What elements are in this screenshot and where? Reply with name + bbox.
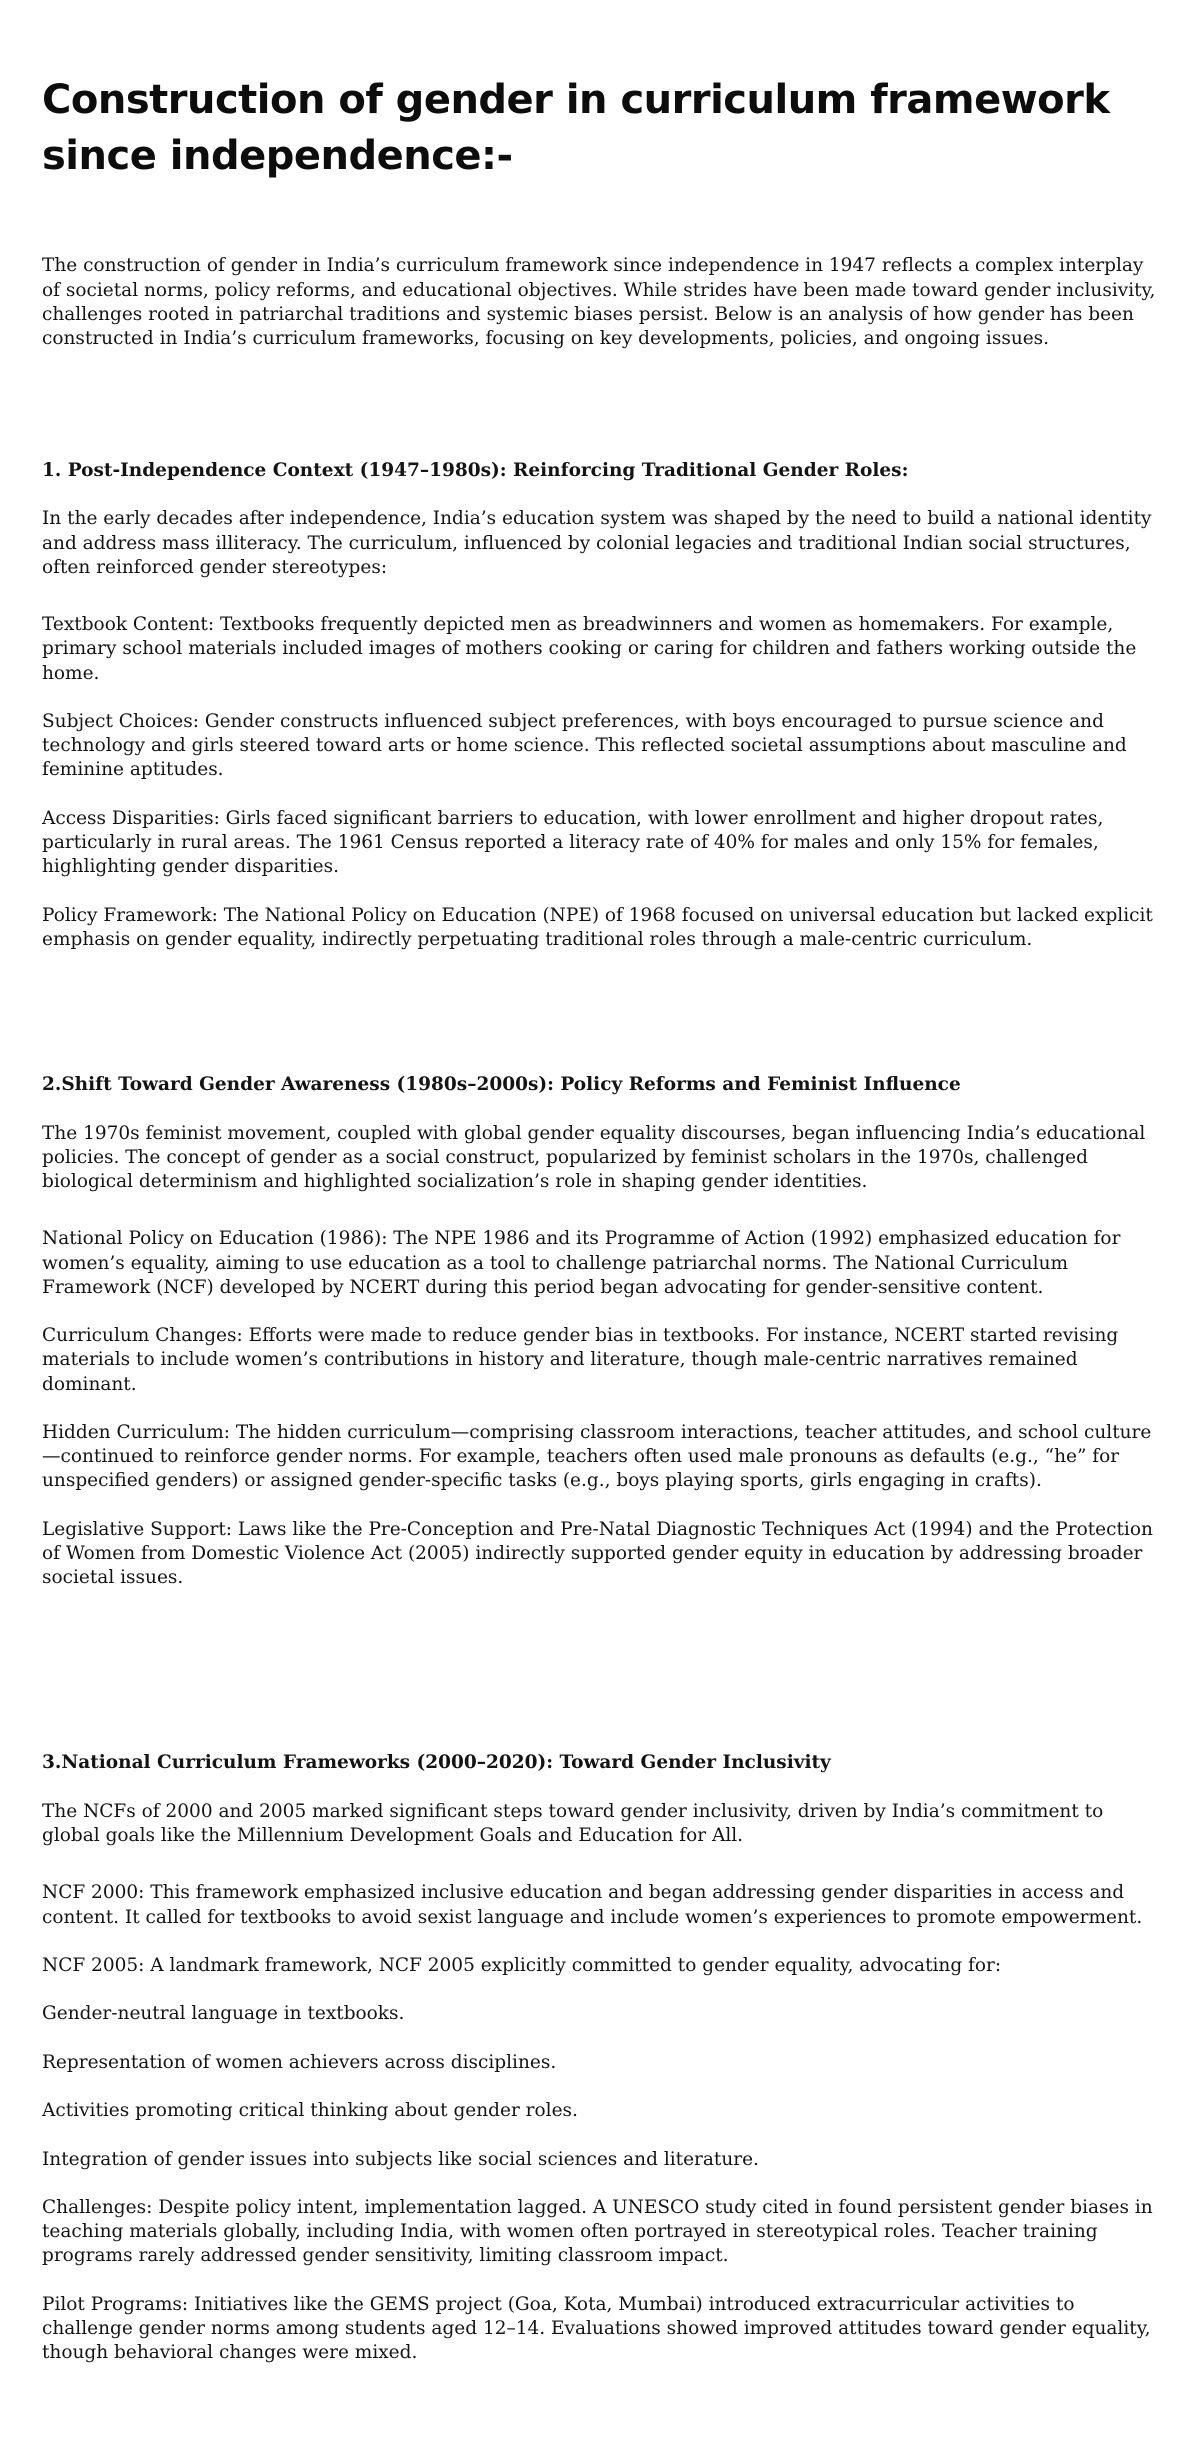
list-item: NCF 2000: This framework emphasized inclusive education and began addressing gender disparities in access and content. It called for textbooks to avoid sexist language and include women’s experiences to promote empowerment.	[42, 1882, 1143, 1928]
list-item: Activities promoting critical thinking about gender roles.	[42, 2100, 578, 2122]
list-item: Integration of gender issues into subjects like social sciences and literature.	[42, 2148, 759, 2170]
section-3	[42, 1687, 1160, 2389]
list-item: Policy Framework: The National Policy on Education (NPE) of 1968 focused on universal education but lacked explicit emphasis on gender equality, indirectly perpetuating traditional roles through a male-centric curriculum.	[42, 904, 1153, 950]
list-item: Textbook Content: Textbooks frequently depicted men as breadwinners and women as homemakers. For example, primary school materials included images of mothers cooking or caring for children and fathers working outside the home.	[42, 614, 1137, 684]
list-item: Gender-neutral language in textbooks.	[42, 2003, 405, 2025]
list-item: Curriculum Changes: Efforts were made to reduce gender bias in textbooks. For instance, NCERT started revising materials to include women’s contributions in history and literature, though male-centric narratives remained dominant.	[42, 1325, 1119, 1395]
list-item: Legislative Support: Laws like the Pre-Conception and Pre-Natal Diagnostic Techniques Act (1994) and the Protection of Women from Domestic Violence Act (2005) indirectly supported gender equity in education by addressing broader societal issues.	[42, 1518, 1153, 1589]
list-item: Challenges: Despite policy intent, implementation lagged. A UNESCO study cited in found persistent gender biases in teaching materials globally, including India, with women often portrayed in stereotypical roles. Teacher training programs rarely addressed gender sensitivity, limiting classroom impact.	[42, 2197, 1153, 2267]
section-lead: In the early decades after independence, India’s education system was shaped by the need to build a national identity and address mass illiteracy. The curriculum, influenced by colonial legacies and traditional Indian social structures, often reinforced gender stereotypes:	[42, 508, 1152, 578]
section-1	[42, 424, 1160, 976]
intro-paragraph: The construction of gender in India’s curriculum framework since independence in 1947 reflects a complex interplay of societal norms, policy reforms, and educational objectives. While strides have been made toward gender inclusivity, challenges rooted in patriarchal traditions and systemic biases persist. Below is an analysis of how gender has been constructed in India’s curriculum frameworks, focusing on key developments, policies, and ongoing issues.	[42, 255, 1156, 350]
list-item: Subject Choices: Gender constructs influenced subject preferences, with boys encouraged to pursue science and technology and girls steered toward arts or home science. This reflected societal assumptions about masculine and feminine aptitudes.	[42, 711, 1127, 781]
section-heading: 3.National Curriculum Frameworks (2000–2020): Toward Gender Inclusivity	[42, 1752, 831, 1774]
list-item: NCF 2005: A landmark framework, NCF 2005 explicitly committed to gender equality, advocating for:	[42, 1955, 1002, 1977]
section-2	[42, 1049, 1160, 1615]
list-item: Access Disparities: Girls faced significant barriers to education, with lower enrollment and higher dropout rates, particularly in rural areas. The 1961 Census reported a literacy rate of 40% for males and only 15% for females, highlighting gender disparities.	[42, 807, 1104, 878]
section-heading: 2.Shift Toward Gender Awareness (1980s–2000s): Policy Reforms and Feminist Influence	[42, 1074, 961, 1096]
document-title: Construction of gender in curriculum framework since independence:-	[42, 77, 1110, 179]
section-heading: 1. Post-Independence Context (1947–1980s): Reinforcing Traditional Gender Roles:	[42, 460, 909, 482]
list-item: National Policy on Education (1986): The NPE 1986 and its Programme of Action (1992) emphasized education for women’s equality, aiming to use education as a tool to challenge patriarchal norms. The National Curriculum Framework (NCF) developed by NCERT during this period began advocating for gender-sensitive content.	[42, 1228, 1121, 1298]
list-item: Representation of women achievers across disciplines.	[42, 2051, 557, 2073]
section-lead: The 1970s feminist movement, coupled with global gender equality discourses, began influencing India’s educational policies. The concept of gender as a social construct, popularized by feminist scholars in the 1970s, challenged biological determinism and highlighted socialization’s role in shaping gender identities.	[42, 1122, 1146, 1192]
document-body	[42, 206, 1160, 2438]
list-item: Pilot Programs: Initiatives like the GEMS project (Goa, Kota, Mumbai) introduced extracurricular activities to challenge gender norms among students aged 12–14. Evaluations showed improved attitudes toward gender equality, though behavioral changes were mixed.	[42, 2293, 1151, 2364]
list-item: Hidden Curriculum: The hidden curriculum—comprising classroom interactions, teacher attitudes, and school culture—continued to reinforce gender norms. For example, teachers often used male pronouns as defaults (e.g., “he” for unspecified genders) or assigned gender-specific tasks (e.g., boys playing sports, girls engaging in crafts).	[42, 1421, 1152, 1492]
section-lead: The NCFs of 2000 and 2005 marked significant steps toward gender inclusivity, driven by India’s commitment to global goals like the Millennium Development Goals and Education for All.	[42, 1800, 1104, 1846]
